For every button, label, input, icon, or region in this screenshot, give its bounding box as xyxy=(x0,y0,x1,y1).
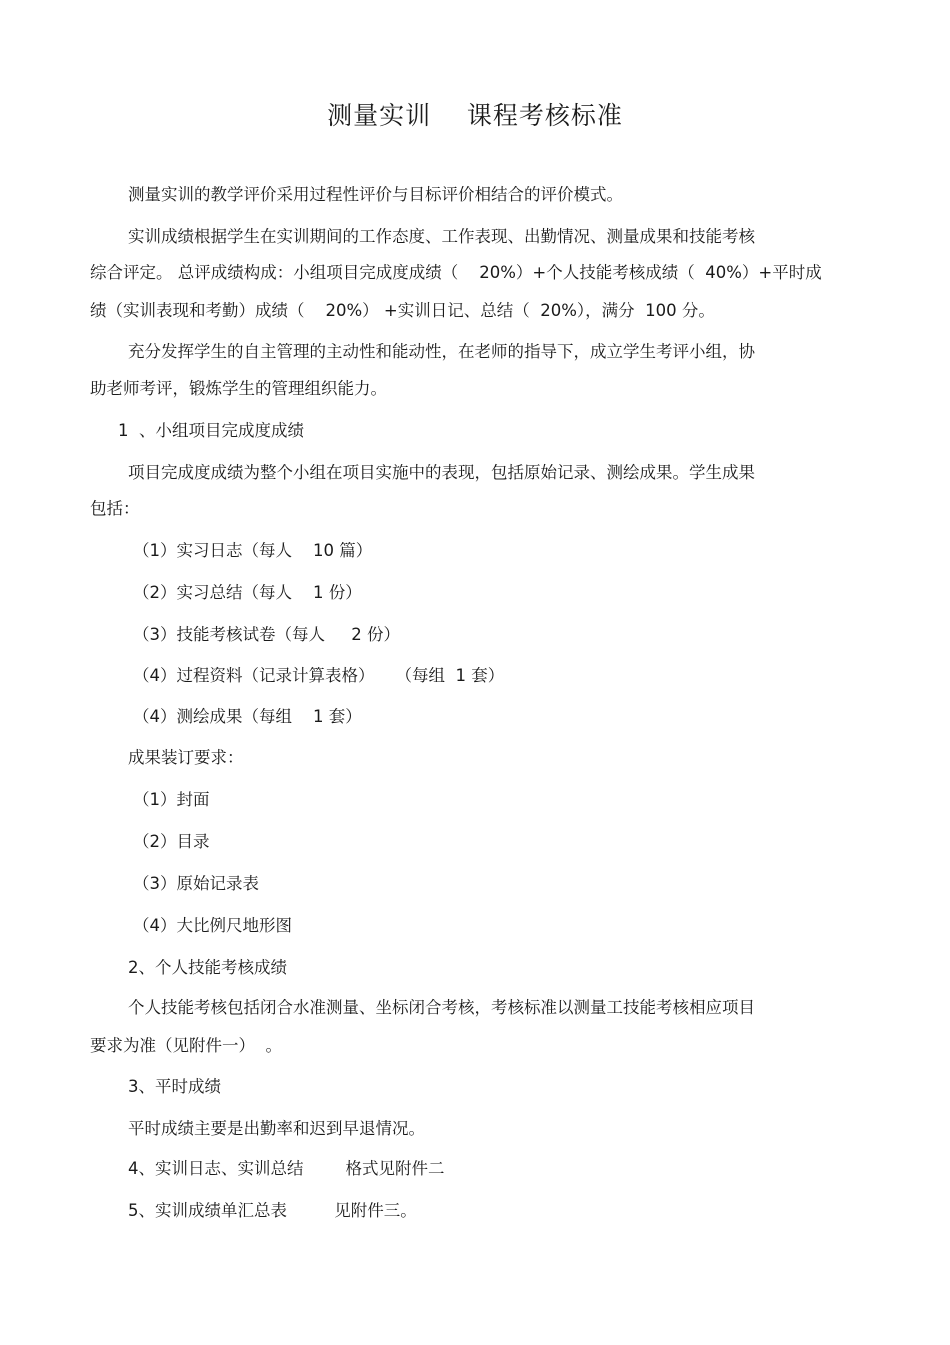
binding-requirements-heading: 成果装订要求： xyxy=(128,748,244,767)
list-item-binding: （3）原始记录表 xyxy=(133,874,259,893)
paragraph-evaluation-mode: 测量实训的教学评价采用过程性评价与目标评价相结合的评价模式。 xyxy=(128,185,623,204)
paragraph-self-management-line2: 助老师考评，锻炼学生的管理组织能力。 xyxy=(90,379,387,398)
section-heading-regular-score: 3、平时成绩 xyxy=(128,1077,221,1096)
section-individual-skill-text-line2: 要求为准（见附件一） 。 xyxy=(90,1036,282,1055)
section-heading-score-sheet: 5、实训成绩单汇总表 见附件三。 xyxy=(128,1201,417,1220)
section-heading-group-project: 1 、小组项目完成度成绩 xyxy=(118,421,304,440)
paragraph-score-basis-line2: 综合评定。 总评成绩构成：小组项目完成度成绩（ 20%）+个人技能考核成绩（ 40%）+平时成 xyxy=(90,263,822,282)
paragraph-self-management-line1: 充分发挥学生的自主管理的主动性和能动性，在老师的指导下，成立学生考评小组，协 xyxy=(128,342,755,361)
section-group-project-text-line2: 包括： xyxy=(90,499,140,518)
paragraph-score-basis-line1: 实训成绩根据学生在实训期间的工作态度、工作表现、出勤情况、测量成果和技能考核 xyxy=(128,227,755,246)
section-group-project-text-line1: 项目完成度成绩为整个小组在项目实施中的表现，包括原始记录、测绘成果。学生成果 xyxy=(128,463,755,482)
list-item-binding: （4）大比例尺地形图 xyxy=(133,916,292,935)
list-item-result: （3）技能考核试卷（每人 2 份） xyxy=(133,625,400,644)
section-regular-score-text: 平时成绩主要是出勤率和迟到早退情况。 xyxy=(128,1119,425,1138)
section-heading-individual-skill: 2、个人技能考核成绩 xyxy=(128,958,287,977)
list-item-result: （1）实习日志（每人 10 篇） xyxy=(133,541,373,560)
section-heading-diary-summary: 4、实训日志、实训总结 格式见附件二 xyxy=(128,1159,445,1178)
list-item-result: （4）过程资料（记录计算表格） （每组 1 套） xyxy=(133,666,505,685)
document-title: 测量实训 课程考核标准 xyxy=(327,101,623,130)
list-item-result: （2）实习总结（每人 1 份） xyxy=(133,583,362,602)
list-item-binding: （2）目录 xyxy=(133,832,210,851)
paragraph-score-basis-line3: 绩（实训表现和考勤）成绩（ 20%） +实训日记、总结（ 20%），满分 100 分。 xyxy=(90,301,715,320)
list-item-result: （4）测绘成果（每组 1 套） xyxy=(133,707,362,726)
section-individual-skill-text-line1: 个人技能考核包括闭合水准测量、坐标闭合考核，考核标准以测量工技能考核相应项目 xyxy=(128,998,755,1017)
list-item-binding: （1）封面 xyxy=(133,790,210,809)
